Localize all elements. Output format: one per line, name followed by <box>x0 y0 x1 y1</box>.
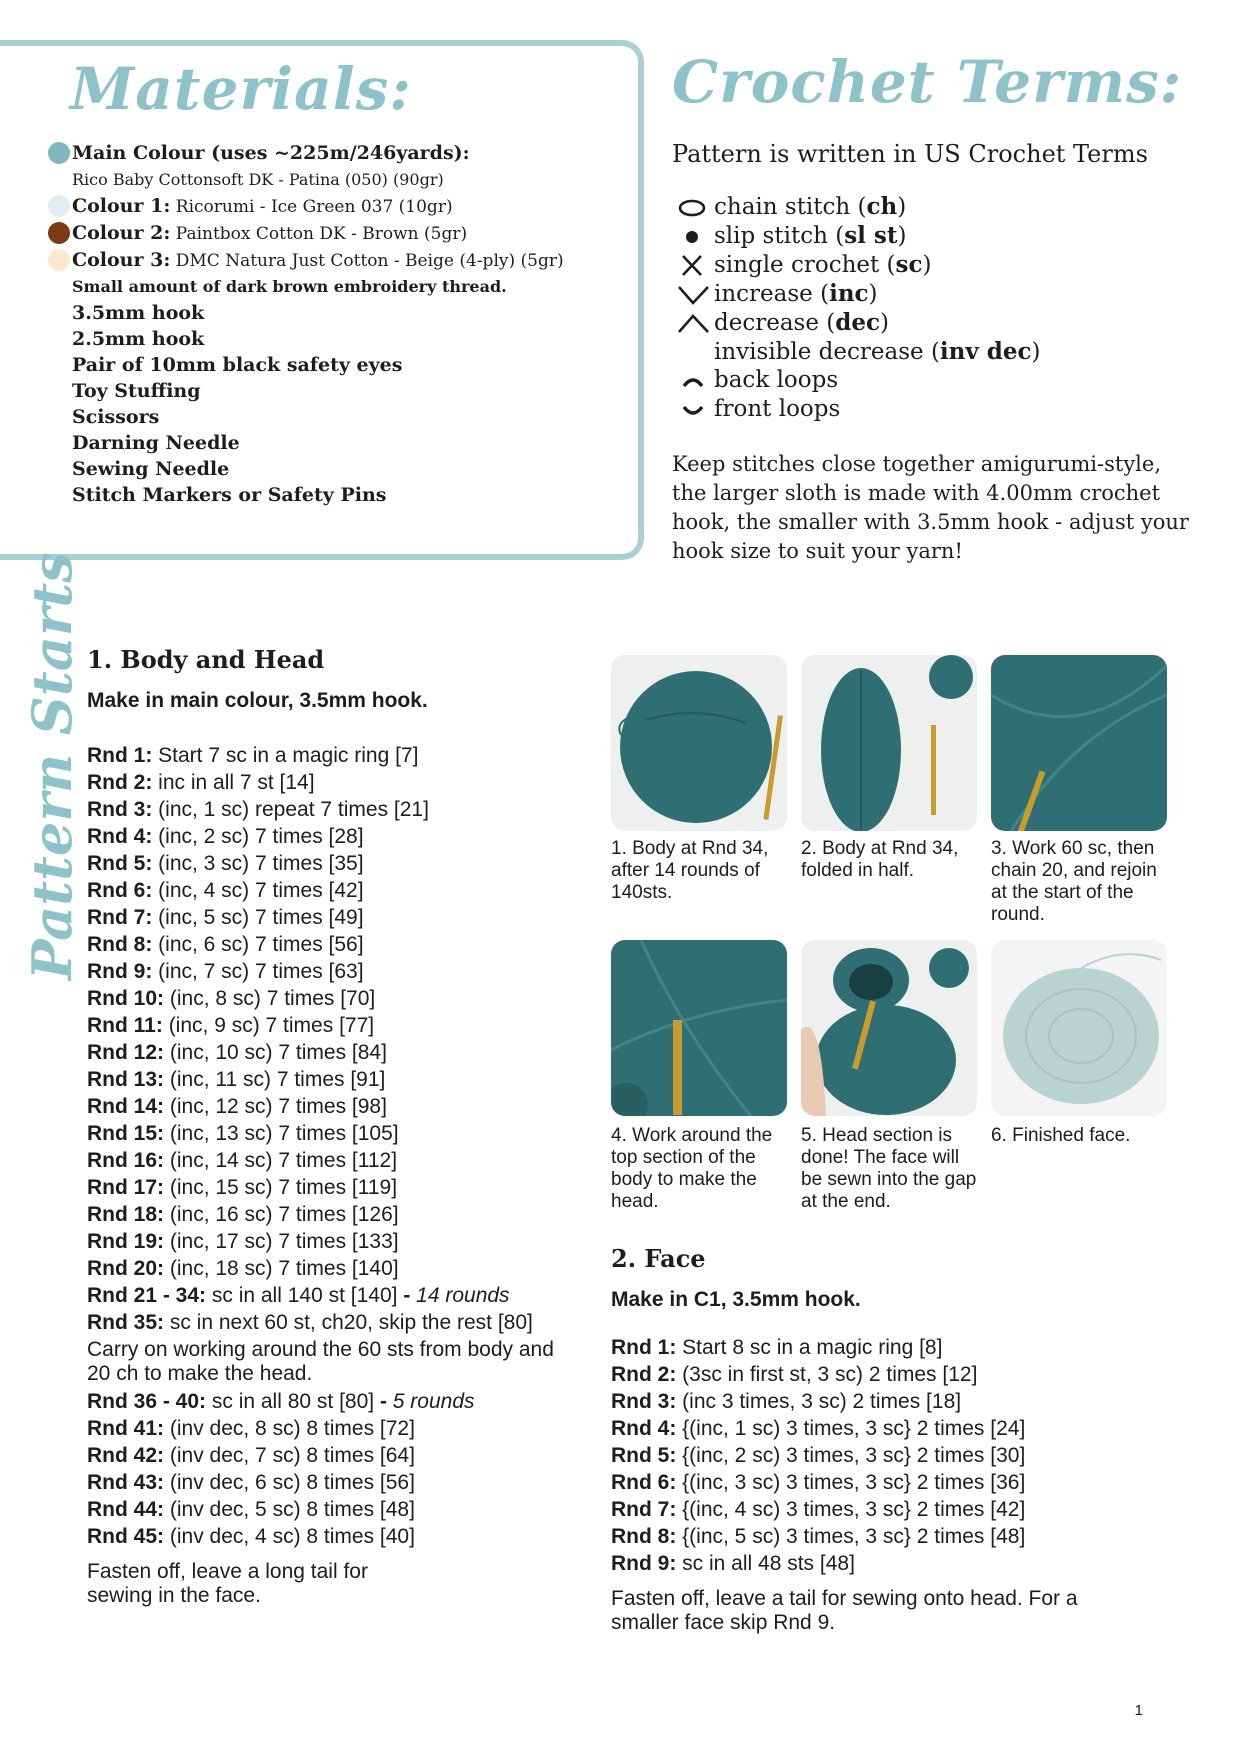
round-line: Rnd 12: (inc, 10 sc) 7 times [84] <box>87 1041 387 1064</box>
materials-item: Rico Baby Cottonsoft DK - Patina (050) (90gr) <box>72 170 444 189</box>
crochet-terms-title: Crochet Terms: <box>672 48 1183 116</box>
section-subtitle: Make in main colour, 3.5mm hook. <box>87 689 428 712</box>
materials-item: 3.5mm hook <box>72 302 205 324</box>
materials-item: Pair of 10mm black safety eyes <box>72 354 403 376</box>
round-line: Rnd 3: (inc, 1 sc) repeat 7 times [21] <box>87 798 429 821</box>
materials-item: Main Colour (uses ~225m/246yards): <box>72 140 642 167</box>
photo-caption: 4. Work around the top section of the body to make the head. <box>611 1125 773 1212</box>
round-line: Rnd 6: {(inc, 3 sc) 3 times, 3 sc} 2 times [36] <box>611 1471 1026 1494</box>
round-line: Rnd 11: (inc, 9 sc) 7 times [77] <box>87 1014 375 1037</box>
round-line: Rnd 3: (inc 3 times, 3 sc) 2 times [18] <box>611 1390 962 1413</box>
round-line: Rnd 6: (inc, 4 sc) 7 times [42] <box>87 879 364 902</box>
term-item: invisible decrease (inv dec) <box>714 338 1041 365</box>
photo-work-60sc-chain <box>991 655 1167 831</box>
round-line: Rnd 42: (inv dec, 7 sc) 8 times [64] <box>87 1444 415 1467</box>
round-line: Rnd 14: (inc, 12 sc) 7 times [98] <box>87 1095 387 1118</box>
round-line: Rnd 9: (inc, 7 sc) 7 times [63] <box>87 960 364 983</box>
materials-item: Scissors <box>72 406 160 428</box>
photo-body-rnd34-flat <box>611 655 787 831</box>
v-icon <box>678 282 710 306</box>
materials-title: Materials: <box>70 55 412 123</box>
photo-finished-face <box>991 940 1167 1116</box>
round-line: Rnd 19: (inc, 17 sc) 7 times [133] <box>87 1230 399 1253</box>
fasten-off-note: Fasten off, leave a long tail for sewing in the face. <box>87 1560 368 1607</box>
photo-caption: 6. Finished face. <box>991 1125 1131 1146</box>
term-item: chain stitch (ch) <box>678 192 1040 221</box>
term-item: decrease (dec) <box>678 308 1040 337</box>
photo-caption: 5. Head section is done! The face will be sewn into the gap at the end. <box>801 1125 977 1212</box>
carry-on-note: Carry on working around the 60 sts from body and 20 ch to make the head. <box>87 1338 554 1385</box>
face-rounds-list <box>611 1334 1081 1635</box>
materials-item: Stitch Markers or Safety Pins <box>72 484 387 506</box>
arc-up-icon <box>678 369 710 393</box>
round-line: Rnd 7: (inc, 5 sc) 7 times [49] <box>87 906 364 929</box>
round-line: Rnd 15: (inc, 13 sc) 7 times [105] <box>87 1122 399 1145</box>
body-rounds-list <box>87 742 557 1608</box>
round-line: Rnd 9: sc in all 48 sts [48] <box>611 1552 855 1575</box>
materials-item: Colour 1: Ricorumi - Ice Green 037 (10gr) <box>72 193 642 220</box>
round-line: Rnd 17: (inc, 15 sc) 7 times [119] <box>87 1176 398 1199</box>
round-line: Rnd 2: (3sc in first st, 3 sc) 2 times [12] <box>611 1363 978 1386</box>
round-line: Rnd 8: (inc, 6 sc) 7 times [56] <box>87 933 364 956</box>
color-swatch-icon <box>48 195 70 217</box>
terms-note: Keep stitches close together amigurumi-style, the larger sloth is made with 4.00mm crochet hook, the smaller with 3.5mm hook - adjust your hook size to suit your yarn! <box>672 452 1189 563</box>
round-line: Rnd 21 - 34: sc in all 140 st [140] - 14 rounds <box>87 1284 510 1307</box>
round-line: Rnd 45: (inv dec, 4 sc) 8 times [40] <box>87 1525 415 1548</box>
x-icon <box>678 253 710 277</box>
round-line: Rnd 41: (inv dec, 8 sc) 8 times [72] <box>87 1417 415 1440</box>
materials-item: Darning Needle <box>72 432 240 454</box>
dot-icon <box>678 224 710 248</box>
round-line: Rnd 4: {(inc, 1 sc) 3 times, 3 sc} 2 times [24] <box>611 1417 1026 1440</box>
caret-icon <box>678 311 710 335</box>
round-line: Rnd 16: (inc, 14 sc) 7 times [112] <box>87 1149 398 1172</box>
round-line: Rnd 4: (inc, 2 sc) 7 times [28] <box>87 825 364 848</box>
term-item: front loops <box>678 395 1040 424</box>
term-item: single crochet (sc) <box>678 250 1040 279</box>
materials-item: Colour 2: Paintbox Cotton DK - Brown (5gr) <box>72 220 642 247</box>
round-line: Rnd 36 - 40: sc in all 80 st [80] - 5 rounds <box>87 1390 475 1413</box>
materials-list <box>72 140 642 508</box>
oval-icon <box>678 195 710 219</box>
section-title-face: 2. Face <box>611 1244 706 1273</box>
round-line: Rnd 7: {(inc, 4 sc) 3 times, 3 sc} 2 times [42] <box>611 1498 1026 1521</box>
terms-subtitle: Pattern is written in US Crochet Terms <box>672 140 1148 168</box>
round-line: Rnd 2: inc in all 7 st [14] <box>87 771 315 794</box>
materials-item: Sewing Needle <box>72 458 230 480</box>
color-swatch-icon <box>48 222 70 244</box>
round-line: Rnd 10: (inc, 8 sc) 7 times [70] <box>87 987 376 1010</box>
round-line: Rnd 18: (inc, 16 sc) 7 times [126] <box>87 1203 399 1226</box>
round-line: Rnd 1: Start 7 sc in a magic ring [7] <box>87 744 419 767</box>
fasten-off-note: Fasten off, leave a tail for sewing onto head. For a smaller face skip Rnd 9. <box>611 1587 1078 1634</box>
terms-list <box>678 192 1040 424</box>
photo-work-top-section <box>611 940 787 1116</box>
photo-body-folded <box>801 655 977 831</box>
page-number: 1 <box>1134 1702 1143 1719</box>
materials-item: 2.5mm hook <box>72 328 205 350</box>
round-line: Rnd 13: (inc, 11 sc) 7 times [91] <box>87 1068 386 1091</box>
photo-caption: 2. Body at Rnd 34, folded in half. <box>801 838 959 881</box>
round-line: Rnd 35: sc in next 60 st, ch20, skip the rest [80] <box>87 1311 533 1334</box>
color-swatch-icon <box>48 249 70 271</box>
materials-item: Small amount of dark brown embroidery thread. <box>72 277 507 296</box>
arc-down-icon <box>678 398 710 422</box>
round-line: Rnd 1: Start 8 sc in a magic ring [8] <box>611 1336 943 1359</box>
color-swatch-icon <box>48 142 70 164</box>
round-line: Rnd 20: (inc, 18 sc) 7 times [140] <box>87 1257 399 1280</box>
round-line: Rnd 8: {(inc, 5 sc) 3 times, 3 sc} 2 times [48] <box>611 1525 1026 1548</box>
term-item: back loops <box>678 366 1040 395</box>
materials-item: Colour 3: DMC Natura Just Cotton - Beige (4-ply) (5gr) <box>72 247 642 274</box>
photo-head-section-done <box>801 940 977 1116</box>
round-line: Rnd 5: (inc, 3 sc) 7 times [35] <box>87 852 364 875</box>
term-item: increase (inc) <box>678 279 1040 308</box>
section-title-body-head: 1. Body and Head <box>87 645 325 674</box>
photo-caption: 3. Work 60 sc, then chain 20, and rejoin at the start of the round. <box>991 838 1157 925</box>
pattern-starts-label: Pattern Starts <box>20 552 84 980</box>
photo-caption: 1. Body at Rnd 34, after 14 rounds of 140sts. <box>611 838 769 903</box>
section-subtitle: Make in C1, 3.5mm hook. <box>611 1288 861 1311</box>
round-line: Rnd 5: {(inc, 2 sc) 3 times, 3 sc} 2 times [30] <box>611 1444 1026 1467</box>
materials-item: Toy Stuffing <box>72 380 201 402</box>
round-line: Rnd 44: (inv dec, 5 sc) 8 times [48] <box>87 1498 415 1521</box>
round-line: Rnd 43: (inv dec, 6 sc) 8 times [56] <box>87 1471 415 1494</box>
term-item: slip stitch (sl st) <box>678 221 1040 250</box>
